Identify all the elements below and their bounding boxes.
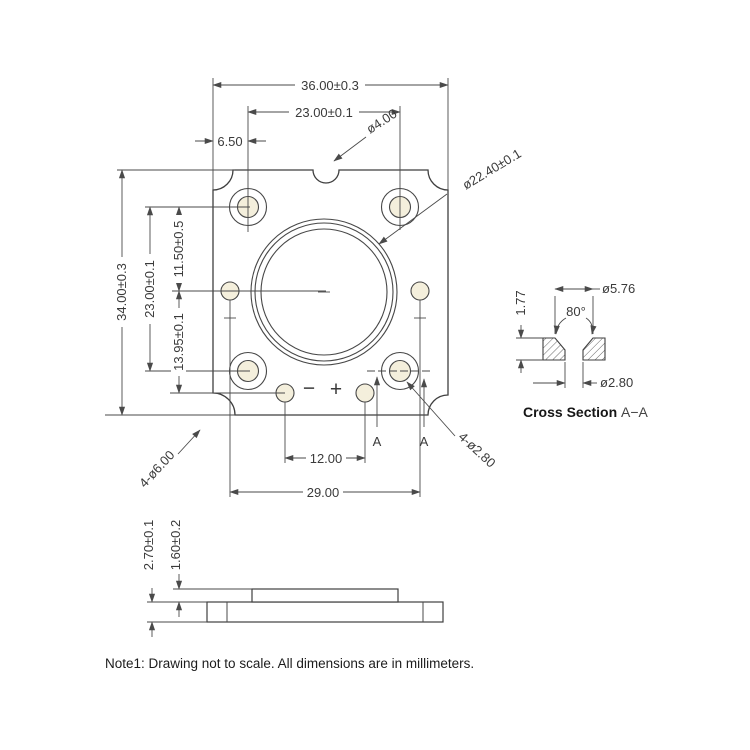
side-view — [141, 520, 443, 637]
svg-text:4-ø6.00: 4-ø6.00 — [135, 447, 178, 491]
drawing-note: Note1: Drawing not to scale. All dimensions are in millimeters. — [105, 656, 475, 671]
svg-text:12.00: 12.00 — [309, 451, 343, 466]
section-label-right: A — [419, 434, 429, 449]
small-hole-bottom-right — [356, 384, 374, 402]
dim-section-hole-dia — [533, 362, 633, 390]
svg-text:1.60±0.2: 1.60±0.2 — [168, 519, 183, 571]
svg-text:4-ø2.80: 4-ø2.80 — [455, 428, 499, 471]
svg-text:1.77: 1.77 — [513, 290, 528, 316]
plan-view — [105, 78, 524, 500]
dim-edge-offset — [195, 134, 266, 149]
dim-lower-center-offset — [171, 291, 186, 393]
svg-text:13.95±0.1: 13.95±0.1 — [171, 313, 186, 371]
dim-overall-width — [213, 78, 448, 93]
svg-text:80°: 80° — [566, 304, 586, 319]
svg-text:11.50±0.5: 11.50±0.5 — [171, 220, 186, 278]
polarity-minus: − — [302, 377, 316, 400]
section-block-left — [543, 338, 565, 360]
svg-text:2.70±0.1: 2.70±0.1 — [141, 519, 156, 571]
dim-corner-notch — [136, 430, 200, 490]
cross-section-title — [523, 404, 649, 420]
dim-overall-height — [114, 170, 129, 415]
dim-countersink-depth — [513, 290, 543, 373]
dim-countersink-angle — [556, 304, 592, 334]
svg-text:6.50: 6.50 — [217, 134, 243, 149]
side-view-base-slab — [207, 602, 443, 622]
svg-text:23.00±0.1: 23.00±0.1 — [142, 260, 157, 318]
section-label-left: A — [372, 434, 382, 449]
svg-text:34.00±0.3: 34.00±0.3 — [114, 263, 129, 321]
svg-text:A−A: A−A — [621, 404, 648, 420]
svg-text:Cross Section: Cross Section — [523, 404, 618, 420]
side-view-top-slab — [252, 589, 398, 602]
cross-section-view — [513, 281, 649, 420]
small-hole-right — [411, 282, 429, 300]
svg-text:36.00±0.3: 36.00±0.3 — [301, 78, 359, 93]
dim-upper-center-offset — [171, 207, 186, 291]
polarity-plus: + — [329, 378, 343, 401]
dim-hole-spacing-v — [142, 207, 157, 371]
section-block-right — [583, 338, 605, 360]
dim-inner-hole-spacing — [285, 451, 365, 466]
dim-outer-hole-spacing — [230, 485, 420, 500]
svg-text:ø22.40±0.1: ø22.40±0.1 — [459, 145, 524, 193]
svg-text:29.00: 29.00 — [306, 485, 340, 500]
svg-text:ø2.80: ø2.80 — [600, 375, 634, 390]
svg-text:23.00±0.1: 23.00±0.1 — [295, 105, 353, 120]
svg-text:ø4.00: ø4.00 — [363, 105, 400, 137]
svg-text:ø5.76: ø5.76 — [602, 281, 636, 296]
